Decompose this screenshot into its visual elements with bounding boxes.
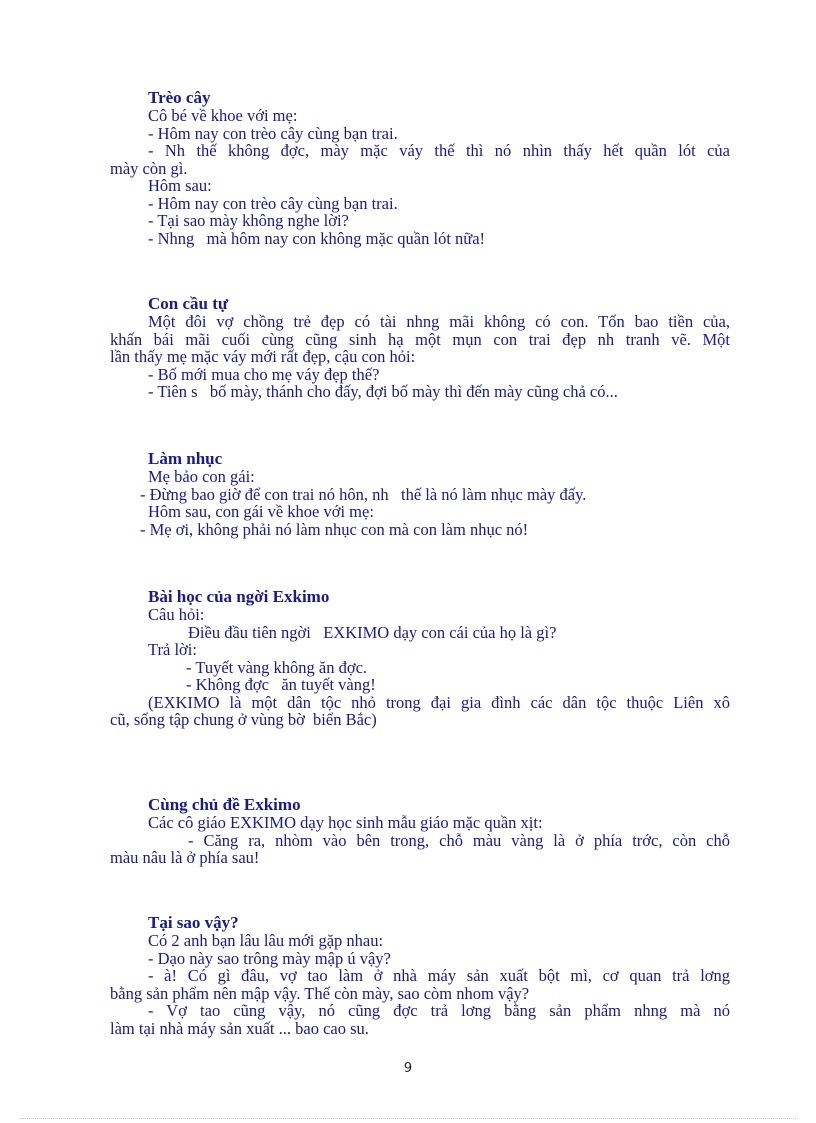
story-line: Mẹ bảo con gái: (148, 467, 255, 486)
story-line: - Đừng bao giờ để con trai nó hôn, nh thế là nó làm nhục mày đấy. (140, 484, 587, 504)
story-line: Cô bé về khoe với mẹ: (148, 106, 298, 125)
story-title: Trèo cây (148, 88, 211, 107)
story-con-cau-tu (110, 294, 730, 401)
story-cung-chu-de-exkimo (110, 795, 730, 867)
story-line: - à! Có gì đâu, vợ tao làm ở nhà máy sản xuất bột mì, cơ quan trả lơng (148, 966, 730, 985)
story-line: màu nâu là ở phía sau! (110, 848, 260, 867)
story-bai-hoc-exkimo (110, 587, 730, 729)
story-line: (EXKIMO là một dân tộc nhỏ trong đại gia đình các dân tộc thuộc Liên xô (148, 692, 730, 712)
story-line: Trả lời: (148, 640, 197, 659)
story-line: mày còn gì. (110, 158, 188, 178)
story-line: Hôm sau: (148, 176, 212, 195)
story-line: - Hôm nay con trèo cây cùng bạn trai. (148, 193, 398, 213)
story-line: Các cô giáo EXKIMO dạy học sinh mẫu giáo mặc quần xịt: (148, 813, 543, 832)
story-line: Một đôi vợ chồng trẻ đẹp có tài nhng mãi không có con. Tốn bao tiền của, (148, 312, 730, 331)
story-line: - Không đợc ăn tuyết vàng! (186, 675, 376, 694)
story-tai-sao-vay (110, 913, 730, 1037)
story-line: - Nhng mà hôm nay con không mặc quần lót nữa! (148, 228, 486, 248)
story-line: - Hôm nay con trèo cây cùng bạn trai. (148, 123, 398, 143)
story-line: - Nh thế không đợc, mày mặc váy thế thì nó nhìn thấy hết quần lót của (148, 141, 730, 160)
story-lam-nhuc (110, 449, 730, 538)
story-line: - Căng ra, nhòm vào bên trong, chỗ màu vàng là ở phía trớc, còn chỗ (188, 830, 730, 850)
story-line: - Mẹ ơi, không phải nó làm nhục con mà con làm nhục nó! (140, 519, 529, 539)
story-line: Hôm sau, con gái về khoe với mẹ: (148, 502, 374, 521)
story-title: Cùng chủ đề Exkimo (148, 795, 301, 814)
page-number: 9 (403, 1061, 413, 1076)
story-treo-cay (110, 88, 730, 247)
story-line: khấn bái mãi cuối cùng cũng sinh hạ một mụn con trai đẹp nh tranh vẽ. Một (110, 329, 730, 349)
story-line: - Tuyết vàng không ăn đợc. (186, 657, 368, 677)
story-line: cũ, sống tập chung ở vùng bờ biển Bắc) (110, 710, 377, 729)
footer-divider (20, 1118, 796, 1119)
story-line: - Tại sao mày không nghe lời? (148, 211, 349, 230)
story-line: - Bố mới mua cho mẹ váy đẹp thế? (148, 364, 380, 384)
story-line: Điều đầu tiên ngời EXKIMO dạy con cái của họ là gì? (188, 622, 557, 642)
story-line: Câu hỏi: (148, 605, 205, 624)
story-line: - Vợ tao cũng vậy, nó cũng đợc trả lơng bằng sản phẩm nhng mà nó (148, 1001, 730, 1020)
story-line: làm tại nhà máy sản xuất ... bao cao su. (110, 1018, 369, 1038)
story-title: Con cầu tự (148, 294, 229, 313)
story-title: Làm nhục (148, 449, 223, 468)
story-title: Tại sao vậy? (148, 913, 239, 932)
story-line: lần thấy mẹ mặc váy mới rất đẹp, cậu con hỏi: (110, 347, 416, 366)
story-line: - Dạo này sao trông mày mập ú vậy? (148, 948, 391, 968)
story-line: - Tiên s bố mày, thánh cho đấy, đợi bố mày thì đến mày cũng chả có... (148, 382, 618, 401)
story-line: Có 2 anh bạn lâu lâu mới gặp nhau: (148, 931, 384, 950)
story-line: bằng sản phẩm nên mập vậy. Thế còn mày, sao còm nhom vậy? (110, 983, 530, 1003)
story-title: Bài học của ngời Exkimo (148, 587, 330, 606)
